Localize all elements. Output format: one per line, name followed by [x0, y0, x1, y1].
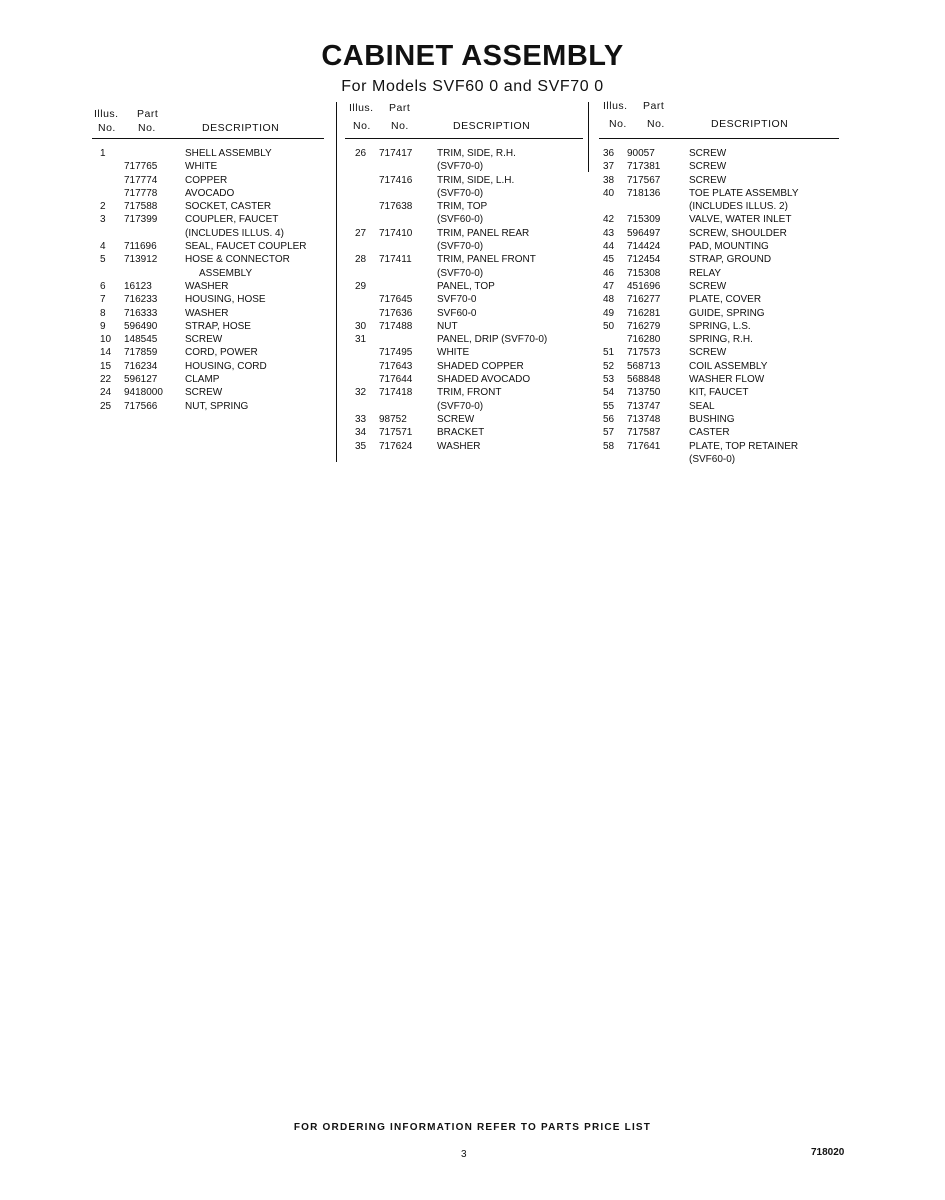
table-row — [337, 307, 588, 320]
part-description: SVF70-0 — [437, 294, 477, 306]
illus-number: 29 — [355, 280, 367, 292]
description-label: DESCRIPTION — [711, 118, 789, 130]
part-description: TRIM, SIDE, L.H. — [437, 174, 515, 186]
part-number: 716280 — [627, 334, 661, 346]
part-description: BUSHING — [689, 413, 735, 425]
table-row — [337, 187, 588, 200]
part-number: 717641 — [627, 440, 661, 452]
header-rule — [92, 138, 324, 139]
part-label: Part — [137, 108, 159, 120]
part-description: (INCLUDES ILLUS. 2) — [689, 201, 788, 213]
illus-number: 25 — [100, 400, 112, 412]
table-row — [92, 240, 334, 253]
part-number: 717567 — [627, 174, 661, 186]
part-description: SVF60-0 — [437, 307, 477, 319]
part-number: 717587 — [627, 427, 661, 439]
part-description: HOSE & CONNECTOR — [185, 254, 290, 266]
illus-number: 54 — [603, 387, 615, 399]
table-row — [589, 147, 851, 160]
illus-number: 40 — [603, 187, 615, 199]
table-row — [589, 267, 851, 280]
part-number: 716281 — [627, 307, 661, 319]
part-number: 717416 — [379, 174, 413, 186]
part-number: 717636 — [379, 307, 413, 319]
part-number: 717643 — [379, 360, 413, 372]
part-description: TRIM, TOP — [437, 201, 488, 213]
illus-number: 52 — [603, 360, 615, 372]
part-number: 717571 — [379, 427, 413, 439]
page-subtitle: For Models SVF60 0 and SVF70 0 — [341, 78, 604, 95]
part-number: 568713 — [627, 360, 661, 372]
table-row — [337, 147, 588, 160]
table-row — [589, 253, 851, 266]
part-description: SHADED AVOCADO — [437, 374, 531, 386]
table-row — [589, 187, 851, 200]
header-rule — [599, 138, 839, 139]
illus-number: 50 — [603, 320, 615, 332]
table-row — [337, 280, 588, 293]
illus-number: 57 — [603, 427, 615, 439]
table-row — [337, 293, 588, 306]
part-description: STRAP, GROUND — [689, 254, 772, 266]
part-description: CASTER — [689, 427, 730, 439]
part-description: (SVF70-0) — [437, 400, 484, 412]
table-row — [589, 413, 851, 426]
table-row — [589, 426, 851, 439]
table-row — [92, 360, 334, 373]
part-description: SCREW — [185, 387, 223, 399]
table-row — [589, 400, 851, 413]
table-row — [337, 440, 588, 453]
document-number: 718020 — [811, 1147, 845, 1158]
part-description: VALVE, WATER INLET — [689, 214, 792, 226]
part-description: KIT, FAUCET — [689, 387, 749, 399]
part-number: 717399 — [124, 214, 158, 226]
part-description: WASHER FLOW — [689, 374, 765, 386]
ordering-note: FOR ORDERING INFORMATION REFER TO PARTS PRICE LIST — [293, 1122, 652, 1133]
table-row — [337, 426, 588, 439]
illus-number: 56 — [603, 413, 615, 425]
illus-label: Illus. — [349, 102, 374, 114]
table-row — [589, 240, 851, 253]
illus-number: 35 — [355, 440, 367, 452]
table-row — [92, 280, 334, 293]
table-row — [589, 174, 851, 187]
page-title: CABINET ASSEMBLY — [321, 40, 624, 72]
part-description: TRIM, PANEL FRONT — [437, 254, 536, 266]
table-row — [92, 293, 334, 306]
table-row — [92, 187, 334, 200]
illus-number: 38 — [603, 174, 615, 186]
table-row — [589, 307, 851, 320]
table-row — [589, 346, 851, 359]
illus-number: 5 — [100, 254, 106, 266]
part-description: SCREW — [689, 174, 727, 186]
parts-column-3 — [588, 100, 851, 465]
column-header — [337, 102, 588, 139]
parts-column-1 — [92, 102, 334, 413]
part-number: 713748 — [627, 413, 661, 425]
part-number: 718136 — [627, 187, 661, 199]
part-description: SOCKET, CASTER — [185, 201, 272, 213]
table-row — [337, 333, 588, 346]
table-row — [589, 227, 851, 240]
part-label: Part — [389, 102, 411, 114]
table-row — [92, 160, 334, 173]
part-number: 90057 — [627, 148, 655, 159]
part-description: TRIM, PANEL REAR — [437, 227, 530, 239]
parts-column-2 — [336, 102, 588, 462]
illus-number: 45 — [603, 254, 615, 266]
illus-number: 31 — [355, 334, 367, 346]
illus-number: 42 — [603, 214, 615, 226]
illus-number: 9 — [100, 320, 106, 332]
part-number: 711696 — [124, 241, 157, 253]
part-description: SCREW — [689, 347, 727, 359]
illus-number: 51 — [603, 347, 615, 359]
illus-no-label: No. — [353, 120, 371, 132]
part-number: 568848 — [627, 374, 661, 386]
part-number: 148545 — [124, 334, 158, 346]
illus-number: 49 — [603, 307, 615, 319]
illus-number: 26 — [355, 148, 367, 159]
illus-label: Illus. — [603, 100, 628, 112]
part-description: (SVF70-0) — [437, 241, 484, 253]
description-label: DESCRIPTION — [202, 122, 280, 134]
part-no-label: No. — [391, 120, 409, 132]
part-description: (SVF60-0) — [437, 214, 484, 226]
illus-number: 33 — [355, 413, 367, 425]
table-row — [92, 213, 334, 226]
table-row — [337, 240, 588, 253]
part-number: 717566 — [124, 400, 158, 412]
part-description: AVOCADO — [185, 187, 235, 199]
part-number: 9418000 — [124, 387, 163, 399]
table-row — [337, 174, 588, 187]
illus-number: 15 — [100, 360, 112, 372]
part-number: 451696 — [627, 280, 661, 292]
illus-number: 43 — [603, 227, 615, 239]
illus-number: 32 — [355, 387, 367, 399]
table-row — [337, 400, 588, 413]
part-number: 717588 — [124, 201, 158, 213]
part-number: 717644 — [379, 374, 413, 386]
illus-no-label: No. — [609, 118, 627, 130]
table-row — [337, 320, 588, 333]
illus-number: 34 — [355, 427, 367, 439]
illus-number: 55 — [603, 400, 615, 412]
part-label: Part — [643, 100, 665, 112]
table-row — [337, 200, 588, 213]
part-description: WASHER — [437, 440, 481, 452]
illus-number: 3 — [100, 214, 106, 226]
table-row — [92, 253, 334, 266]
part-description: CLAMP — [185, 374, 220, 386]
part-number: 716234 — [124, 360, 158, 372]
part-description: SCREW — [689, 280, 727, 292]
page-number: 3 — [461, 1149, 467, 1160]
table-row — [92, 307, 334, 320]
part-description: SEAL, FAUCET COUPLER — [185, 241, 307, 253]
table-row — [337, 160, 588, 173]
part-number: 717495 — [379, 347, 413, 359]
illus-number: 4 — [100, 241, 106, 253]
part-description: COPPER — [185, 174, 228, 186]
part-no-label: No. — [647, 118, 665, 130]
column-header — [92, 102, 334, 139]
table-row — [589, 293, 851, 306]
part-description: HOUSING, HOSE — [185, 294, 266, 306]
part-description: WASHER — [185, 280, 229, 292]
part-description: CORD, POWER — [185, 347, 258, 359]
part-description: (SVF70-0) — [437, 187, 484, 199]
table-row — [589, 200, 851, 213]
part-number: 596490 — [124, 320, 158, 332]
illus-number: 14 — [100, 347, 112, 359]
illus-number: 58 — [603, 440, 615, 452]
table-row — [589, 360, 851, 373]
illus-number: 36 — [603, 148, 615, 159]
illus-number: 24 — [100, 387, 112, 399]
part-number: 717765 — [124, 161, 158, 173]
table-row — [589, 440, 851, 453]
illus-number: 10 — [100, 334, 112, 346]
illus-number: 7 — [100, 294, 106, 306]
part-description: WHITE — [185, 161, 218, 173]
part-number: 717573 — [627, 347, 661, 359]
table-row — [92, 400, 334, 413]
part-number: 713747 — [627, 400, 661, 412]
table-row — [92, 174, 334, 187]
part-description: COUPLER, FAUCET — [185, 214, 279, 226]
part-description: SCREW, SHOULDER — [689, 227, 787, 239]
part-description: PANEL, TOP — [437, 280, 495, 292]
part-description: NUT, SPRING — [185, 400, 249, 412]
part-description: PLATE, TOP RETAINER — [689, 440, 799, 452]
table-row — [337, 267, 588, 280]
part-description: SCREW — [689, 161, 727, 173]
table-row — [589, 160, 851, 173]
table-row — [337, 227, 588, 240]
illus-number: 47 — [603, 280, 615, 292]
illus-number: 6 — [100, 280, 106, 292]
part-number: 596497 — [627, 227, 661, 239]
part-number: 717774 — [124, 174, 158, 186]
part-number: 713912 — [124, 254, 158, 266]
part-description: BRACKET — [437, 427, 485, 439]
table-row — [589, 453, 851, 466]
part-number: 717645 — [379, 294, 413, 306]
part-number: 16123 — [124, 280, 152, 292]
part-description: (SVF60-0) — [689, 453, 736, 465]
illus-number: 2 — [100, 201, 106, 213]
part-number: 715308 — [627, 267, 661, 279]
part-description: SPRING, L.S. — [689, 320, 751, 332]
part-number: 98752 — [379, 413, 407, 425]
part-number: 717778 — [124, 187, 158, 199]
table-row — [589, 386, 851, 399]
illus-number: 37 — [603, 161, 615, 173]
part-description: COIL ASSEMBLY — [689, 360, 768, 372]
part-description: PAD, MOUNTING — [689, 241, 769, 253]
part-number: 717381 — [627, 161, 661, 173]
table-row — [92, 147, 334, 160]
table-row — [337, 386, 588, 399]
part-number: 596127 — [124, 374, 158, 386]
part-description: TRIM, SIDE, R.H. — [437, 148, 516, 159]
table-row — [337, 346, 588, 359]
illus-no-label: No. — [98, 122, 116, 134]
column-header — [589, 102, 851, 139]
part-number: 716279 — [627, 320, 661, 332]
illus-number: 22 — [100, 374, 112, 386]
table-row — [92, 373, 334, 386]
part-description: RELAY — [689, 267, 722, 279]
table-row — [337, 373, 588, 386]
part-number: 717418 — [379, 387, 413, 399]
table-row — [92, 386, 334, 399]
table-row — [589, 280, 851, 293]
table-row — [92, 200, 334, 213]
illus-number: 48 — [603, 294, 615, 306]
illus-label: Illus. — [94, 108, 119, 120]
part-description: SCREW — [185, 334, 223, 346]
illus-number: 46 — [603, 267, 615, 279]
part-description: WASHER — [185, 307, 229, 319]
part-number: 717638 — [379, 201, 413, 213]
part-description: PLATE, COVER — [689, 294, 762, 306]
part-description: PANEL, DRIP (SVF70-0) — [437, 334, 548, 346]
part-number: 717859 — [124, 347, 158, 359]
table-row — [337, 213, 588, 226]
part-number: 717411 — [379, 254, 412, 266]
description-label: DESCRIPTION — [453, 120, 531, 132]
part-description: SCREW — [689, 148, 727, 159]
part-description: SHELL ASSEMBLY — [185, 148, 272, 159]
table-row — [92, 333, 334, 346]
part-number: 716277 — [627, 294, 661, 306]
part-description: TOE PLATE ASSEMBLY — [689, 187, 799, 199]
part-number: 717410 — [379, 227, 413, 239]
part-description: SHADED COPPER — [437, 360, 524, 372]
part-no-label: No. — [138, 122, 156, 134]
part-description: (INCLUDES ILLUS. 4) — [185, 227, 284, 239]
part-number: 716233 — [124, 294, 158, 306]
parts-list — [92, 147, 334, 413]
part-description: STRAP, HOSE — [185, 320, 251, 332]
part-number: 713750 — [627, 387, 661, 399]
part-description: SCREW — [437, 413, 475, 425]
illus-number: 30 — [355, 320, 367, 332]
part-number: 714424 — [627, 241, 661, 253]
part-description: (SVF70-0) — [437, 267, 484, 279]
illus-number: 1 — [100, 148, 106, 159]
illus-number: 44 — [603, 241, 615, 253]
part-description: NUT — [437, 320, 458, 332]
part-number: 712454 — [627, 254, 661, 266]
header-rule — [345, 138, 583, 139]
table-row — [337, 360, 588, 373]
table-row — [589, 373, 851, 386]
part-number: 717417 — [379, 148, 413, 159]
part-number: 716333 — [124, 307, 158, 319]
part-description: (SVF70-0) — [437, 161, 484, 173]
part-description: SEAL — [689, 400, 715, 412]
table-row — [589, 213, 851, 226]
part-description: TRIM, FRONT — [437, 387, 502, 399]
table-row — [92, 346, 334, 359]
part-description: ASSEMBLY — [199, 267, 253, 279]
parts-list — [589, 147, 851, 466]
illus-number: 28 — [355, 254, 367, 266]
table-row — [589, 333, 851, 346]
illus-number: 27 — [355, 227, 367, 239]
table-row — [92, 227, 334, 240]
table-row — [337, 253, 588, 266]
part-description: HOUSING, CORD — [185, 360, 267, 372]
part-description: GUIDE, SPRING — [689, 307, 765, 319]
part-number: 717624 — [379, 440, 413, 452]
illus-number: 53 — [603, 374, 615, 386]
part-number: 717488 — [379, 320, 413, 332]
table-row — [337, 413, 588, 426]
table-row — [92, 320, 334, 333]
part-number: 715309 — [627, 214, 661, 226]
parts-list — [337, 147, 588, 453]
table-row — [589, 320, 851, 333]
part-description: SPRING, R.H. — [689, 334, 753, 346]
table-row — [92, 267, 334, 280]
illus-number: 8 — [100, 307, 106, 319]
part-description: WHITE — [437, 347, 470, 359]
